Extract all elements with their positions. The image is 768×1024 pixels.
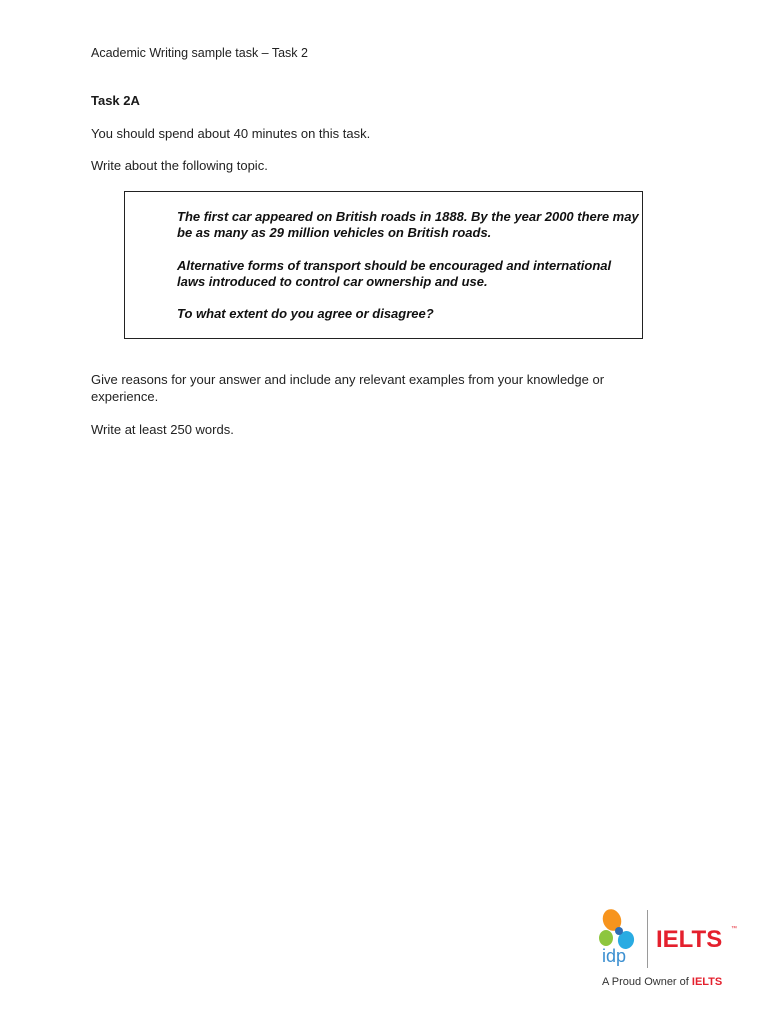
prompt-question: To what extent do you agree or disagree? bbox=[177, 306, 434, 321]
trademark-symbol: ™ bbox=[731, 926, 737, 932]
prompt-opinion: Alternative forms of transport should be encouraged and international laws introduced to control car ownership and use. bbox=[177, 258, 612, 289]
topic-instruction: Write about the following topic. bbox=[91, 158, 268, 173]
reasons-instruction: Give reasons for your answer and include any relevant examples from your knowledge or experience. bbox=[91, 372, 605, 404]
footer-logo bbox=[598, 908, 738, 992]
tagline bbox=[602, 976, 722, 988]
logo-divider bbox=[647, 910, 648, 968]
word-count-instruction: Write at least 250 words. bbox=[91, 422, 234, 437]
tagline-brand: IELTS bbox=[691, 976, 723, 988]
ielts-wordmark: IELTS bbox=[656, 926, 723, 953]
time-instruction: You should spend about 40 minutes on this task. bbox=[91, 126, 371, 141]
task-title: Task 2A bbox=[91, 93, 140, 108]
prompt-statement: The first car appeared on British roads in 1888. By the year 2000 there may be as many as 29 million vehicles on British roads. bbox=[177, 209, 639, 240]
document-header: Academic Writing sample task – Task 2 bbox=[91, 46, 308, 60]
prompt-box bbox=[124, 191, 643, 339]
idp-wordmark: idp bbox=[602, 946, 627, 966]
tagline-prefix: A Proud Owner of bbox=[602, 976, 692, 988]
